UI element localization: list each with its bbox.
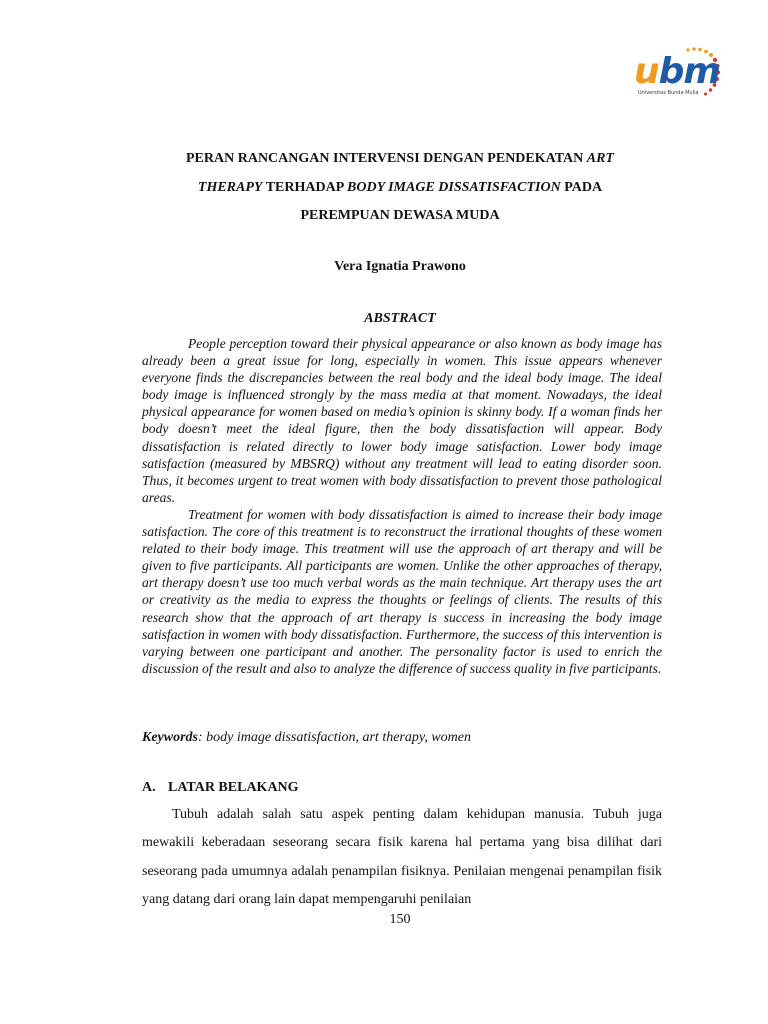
section-title: LATAR BELAKANG — [168, 780, 299, 795]
abstract-paragraph-1: People perception toward their physical appearance or also known as body image has already been a great issue for long, especially in women. This issue appears whenever everyone finds the discrepancies between the real body and the ideal body image. The ideal body image is influenced strongly by the mass media at that moment. Nowadays, the ideal physical appearance for women based on media’s opinion is skinny body. If a woman finds her body doesn’t meet the ideal figure, then the body dissatisfaction will appear. Body dissatisfaction is related directly to lower body image satisfaction. Lower body image satisfaction (measured by MBSRQ) without any treatment will lead to eating disorder soon. Thus, it becomes urgent to treat women with body dissatisfaction to prevent those pathological areas. — [142, 336, 662, 505]
keywords-text: : body image dissatisfaction, art therapy, women — [198, 730, 471, 745]
abstract-paragraph-2: Treatment for women with body dissatisfaction is aimed to increase their body image satisfaction. The core of this treatment is to reconstruct the irrational thoughts of these women related to their body image. This treatment will use the approach of art therapy and will be given to five participants. All participants are women. Unlike the other approaches of therapy, art therapy doesn’t use too much verbal words as the main technique. Art therapy uses the art or creativity as the media to express the thoughts or feelings of clients. The results of this research show that the approach of art therapy is success in increasing the body image satisfaction in women with body dissatisfaction. Furthermore, the success of this intervention is varying between one participant and another. The personality factor is used to enrich the discussion of the result and also to analyze the difference of success quality in five participants. — [142, 506, 662, 676]
keywords-label: Keywords — [142, 730, 198, 745]
title-line-1: PERAN RANCANGAN INTERVENSI DENGAN PENDEKATAN ART — [186, 151, 614, 166]
keywords — [142, 728, 662, 748]
section-heading — [142, 778, 662, 798]
logo-subtitle: Universitas Bunda Mulia — [638, 90, 699, 96]
logo-wordmark: ubm — [634, 51, 720, 92]
title-line-2: THERAPY TERHADAP BODY IMAGE DISSATISFACTION PADA — [197, 179, 603, 195]
section-body-paragraph: Tubuh adalah salah satu aspek penting dalam kehidupan manusia. Tubuh juga mewakili keberadaan seseorang secara fisik karena hal pertama yang bisa dilihat dari seseorang pada umumnya adalah penampilan fisiknya. Penilaian mengenai penampilan fisik yang datang dari orang lain dapat mempengaruhi penilaian — [142, 807, 662, 907]
author-name: Vera Ignatia Prawono — [334, 259, 466, 274]
page-number: 150 — [389, 912, 411, 927]
abstract-heading: ABSTRACT — [364, 311, 436, 326]
section-number: A. — [142, 780, 156, 795]
university-logo — [628, 44, 724, 104]
abstract-body — [142, 335, 662, 677]
paper-title — [140, 145, 660, 231]
title-line-3: PEREMPUAN DEWASA MUDA — [300, 208, 500, 223]
